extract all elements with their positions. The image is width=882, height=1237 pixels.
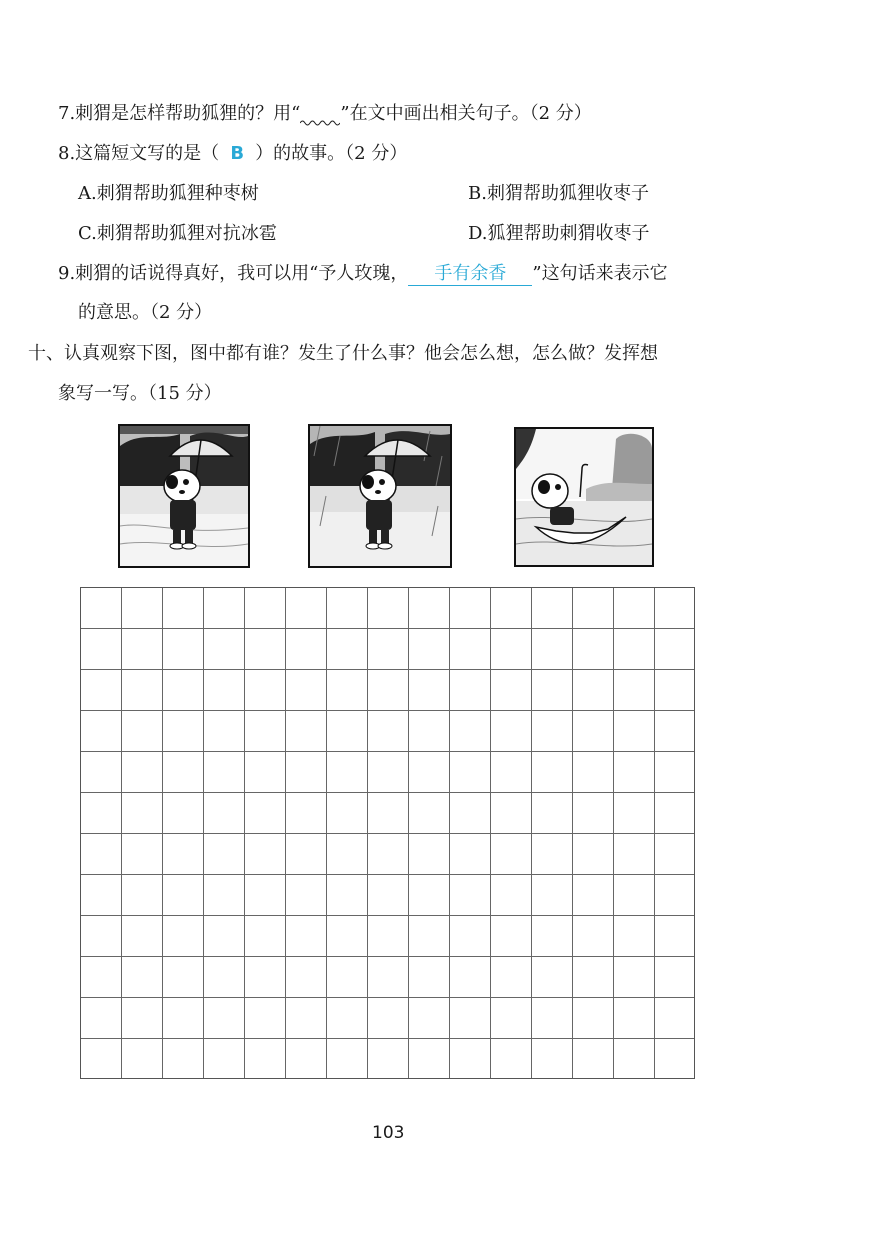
option-b: B.刺猬帮助狐狸收枣子 <box>468 183 649 204</box>
question-8-text-before: 8.这篇短文写的是（ <box>58 143 220 164</box>
question-10-line-2 <box>58 382 222 406</box>
option-c: C.刺猬帮助狐狸对抗冰雹 <box>78 223 277 244</box>
question-10-score: （15 分） <box>148 383 222 404</box>
puppy-in-rain-image <box>310 426 450 566</box>
question-10-heading: 十、认真观察下图，图中都有谁？发生了什么事？他会怎么想，怎么做？发挥想 <box>28 343 658 364</box>
question-9-answer: 手有余香 <box>434 263 507 284</box>
writing-grid[interactable] <box>80 587 695 1079</box>
question-8 <box>58 142 407 166</box>
puppy-in-umbrella-boat-image <box>516 429 652 565</box>
question-9 <box>58 262 668 286</box>
question-7-text-before: 7.刺猬是怎样帮助狐狸的？用“ <box>58 103 301 124</box>
question-9-answer-blank <box>408 263 532 286</box>
wavy-underline-mark <box>300 105 340 123</box>
picture-1-puppy-umbrella <box>118 424 250 568</box>
question-7 <box>58 102 592 126</box>
question-9-text-after: ”这句话来表示它 <box>532 263 668 284</box>
question-10-line-2-text: 象写一写。 <box>58 383 148 404</box>
puppy-with-umbrella-image <box>120 426 248 566</box>
question-9-text-before: 9.刺猬的话说得真好，我可以用“予人玫瑰， <box>58 263 409 284</box>
option-a: A.刺猬帮助狐狸种枣树 <box>78 183 259 204</box>
question-7-text-after: ”在文中画出相关句子。（2 分） <box>340 103 592 124</box>
picture-3-puppy-umbrella-boat <box>514 427 654 567</box>
picture-2-puppy-in-rain <box>308 424 452 568</box>
option-d: D.狐狸帮助刺猬收枣子 <box>468 223 650 244</box>
question-8-answer: B <box>230 143 245 164</box>
question-8-text-after: ）的故事。（2 分） <box>255 143 408 164</box>
question-9-line-2: 的意思。（2 分） <box>78 302 213 323</box>
page-number: 103 <box>372 1123 405 1143</box>
